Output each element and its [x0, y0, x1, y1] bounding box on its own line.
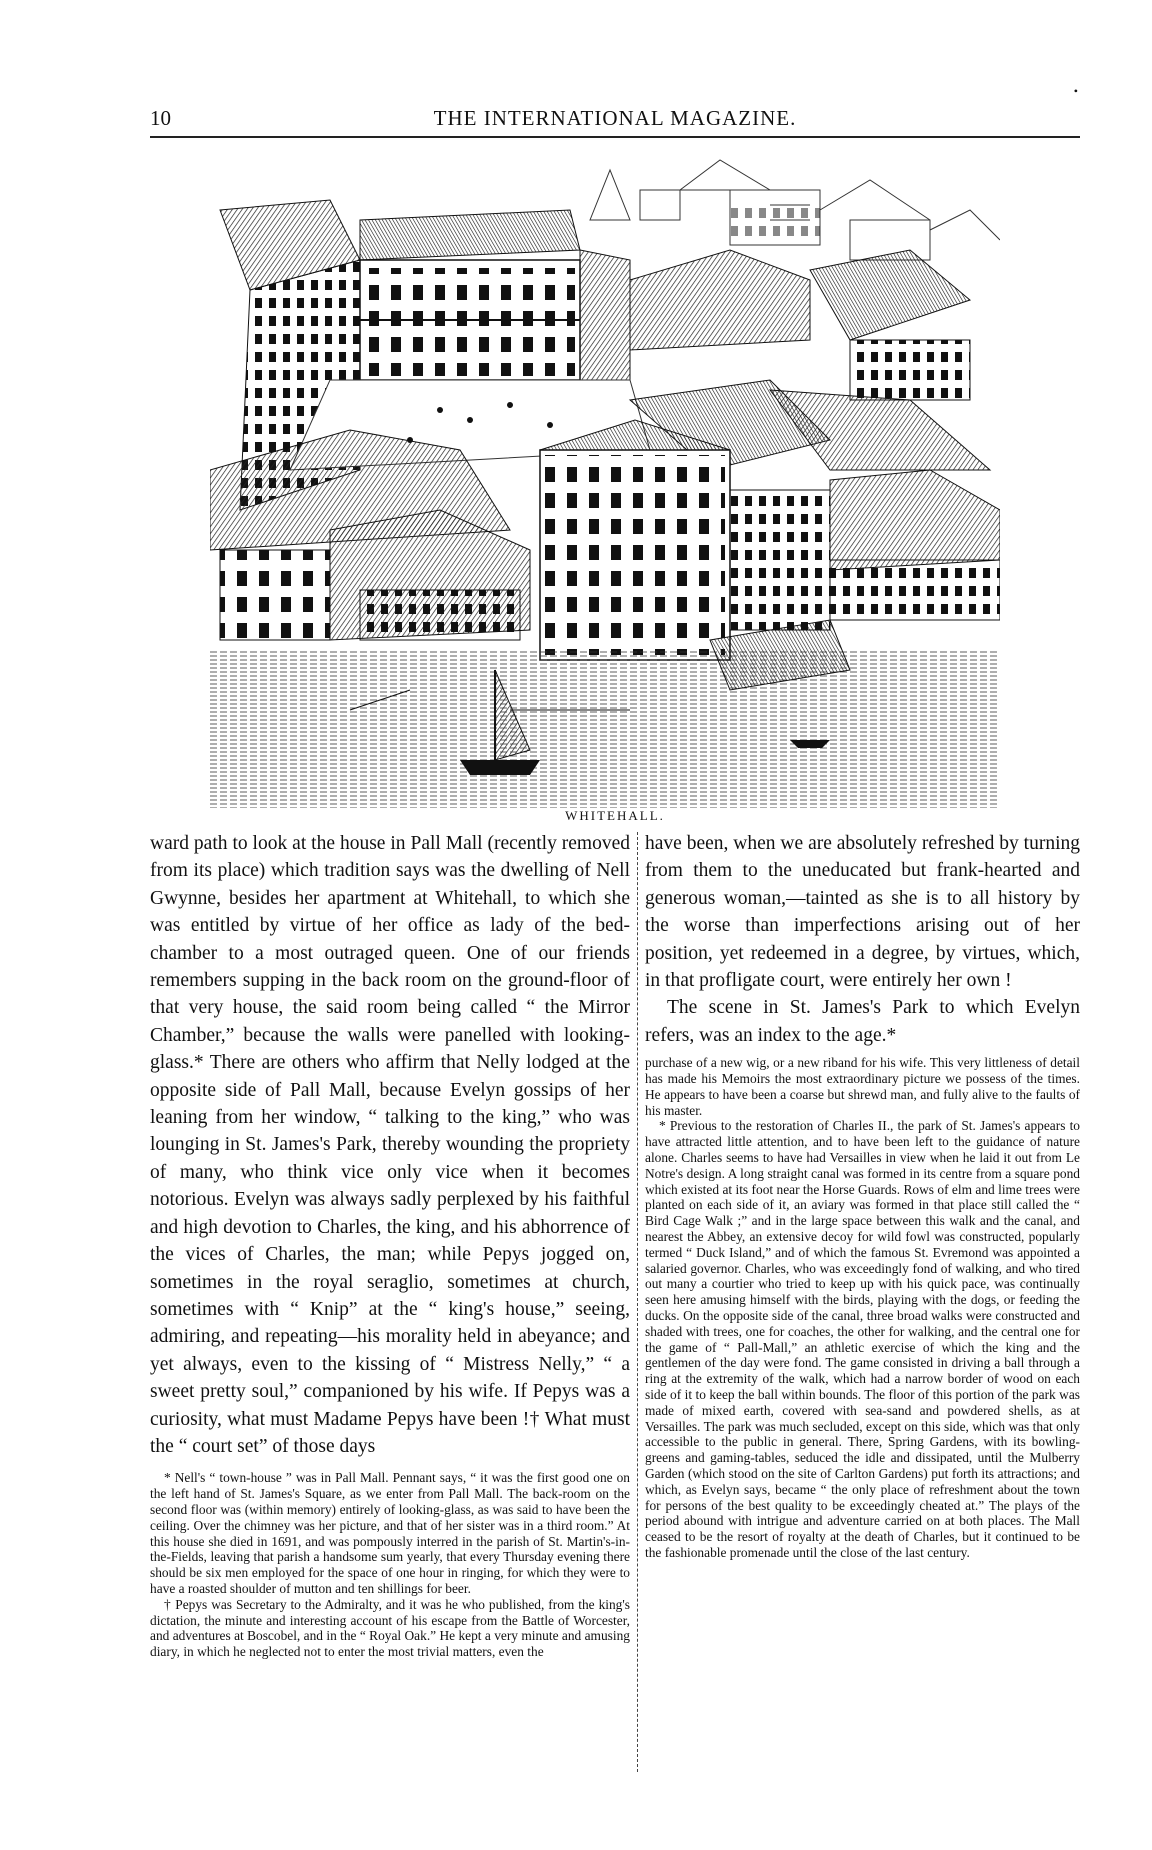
whitehall-engraving [210, 150, 1000, 808]
footnote-continuation: purchase of a new wig, or a new riband for his wife. This very littleness of detail has made his Memoirs the most extraordinary picture we possess of the times. He appears to have been a coarse but shrewd man, and fully alive to the faults of his master. [645, 1055, 1080, 1118]
left-footnotes [150, 1470, 630, 1660]
right-footnotes [645, 1055, 1080, 1561]
figure-caption: WHITEHALL. [565, 808, 665, 823]
footnote-st-james-park: * Previous to the restoration of Charles II., the park of St. James's appears to have attracted little attention, and to have been left to the guidance of nature alone. Charles seems to have had Versailles in view when he laid it out from Le Notre's design. A long straight canal was formed in its centre from a square pond which existed at its foot near the Horse Guards. Rows of elm and lime trees were planted on each side of it, an aviary was formed in that place still called the “ Bird Cage Walk ;” and in the large space between this walk and the canal, and nearest the Abbey, an extensive decoy for wild fowl was constructed, popularly termed “ Duck Island,” and of which the famous St. Evremond was appointed a salaried governor. Charles, who was exceedingly fond of walking, and who tired out many a courtier who tried to keep up with his quick pace, was continually seen here amusing himself with the birds, playing with the dogs, or feeding the ducks. On the opposite side of the canal, three broad walks were constructed and shaded with trees, one for coaches, the other for walking, and the central one for the game of “ Pall-Mall,” an athletic exercise of which the king and the gentlemen of the day were fond. The game consisted in driving a ball through a ring at the extremity of the walk, which had a narrow border of wood on each side of it to keep the ball within bounds. The floor of this portion of the park was made of mixed earth, covered with sea-sand and powdered shells, as at Versailles. The park was much secluded, except on this side, which was that only accessible to the public in general. There, Spring Gardens, with its bowling-greens and gaming-tables, seduced the idle and dissipated, until the Mulberry Garden (which stood on the site of Carlton Gardens) put forth its attractions; and which, as Evelyn says, became “ the only place of refreshment about the town for persons of the best quality to be exceedingly cheated at.” The plays of the period abound with intrigue and adventure carried on at both places. The Mall ceased to be the resort of royalty at the death of Charles, but it continued to be the fashionable promenade until the close of the last century. [645, 1118, 1080, 1560]
column-divider [637, 832, 638, 1772]
page-number: 10 [150, 106, 171, 130]
footnote-nell-town-house: * Nell's “ town-house ” was in Pall Mall. Pennant says, “ it was the first good one on the left hand of St. James's Square, as we enter from Pall Mall. The back-room on the second floor was (within memory) entirely of looking-glass, as was said to have been the ceiling. Over the chimney was her picture, and that of her sister was in a third room.” At this house she died in 1691, and was pompously interred in the parish of St. Martin's-in-the-Fields, leaving that parish a handsome sum yearly, that every Thursday evening there should be six men employed for the space of one hour in ringing, for which they were to have a roasted shoulder of mutton and ten shillings for beer. [150, 1470, 630, 1596]
page-header [150, 84, 1080, 138]
right-body-text-1: have been, when we are absolutely refreshed by turning from them to the uneducated but frank-hearted and generous woman,—tainted as she is to all history by the worse than imperfections arising out of her position, yet redeemed in a degree, by virtues, which, in that profligate court, were entirely her own ! [645, 833, 1080, 992]
right-column [645, 830, 1080, 1561]
left-body-text: ward path to look at the house in Pall Mall (recently removed from its place) which tradition says was the dwelling of Nell Gwynne, besides her apartment at Whitehall, to which she was entitled by virtue of her office as lady of the bed-chamber to a most outraged queen. One of our friends remembers supping in the back room on the ground-floor of that very house, the said room being called “ the Mirror Chamber,” because the walls were panelled with looking-glass.* There are others who affirm that Nelly lodged at the opposite side of Pall Mall, because Evelyn gossips of her leaning from her window, “ talking to the king,” who was lounging in St. James's Park, thereby wounding the propriety of many, who think vice only vice when it becomes notorious. Evelyn was always sadly perplexed by his faithful and high devotion to Charles, the king, and his abhorrence of the vices of Charles, the man; while Pepys jogged on, sometimes in the royal seraglio, sometimes at church, sometimes with “ Knip” at the “ king's house,” seeing, admiring, and repeating—his morality held in abeyance; and yet always, even to the kissing of “ Mistress Nelly,” “ a sweet pretty soul,” companioned by his wife. If Pepys was a curiosity, what must Madame Pepys have been !† What must the “ court set” of those days [150, 833, 630, 1457]
left-column [150, 830, 630, 1660]
right-body-text-2: The scene in St. James's Park to which Evelyn refers, was an index to the age.* [645, 997, 1080, 1046]
footnote-pepys-secretary: † Pepys was Secretary to the Admiralty, and it was he who published, from the king's dictation, the minute and interesting account of his escape from the Battle of Worcester, and adventures at Boscobel, and in the “ Royal Oak.” He kept a very minute and amusing diary, in which he neglected not to enter the most trivial matters, even the [150, 1596, 630, 1660]
running-head: THE INTERNATIONAL MAGAZINE. [433, 106, 797, 130]
stray-mark: • [1073, 84, 1078, 98]
